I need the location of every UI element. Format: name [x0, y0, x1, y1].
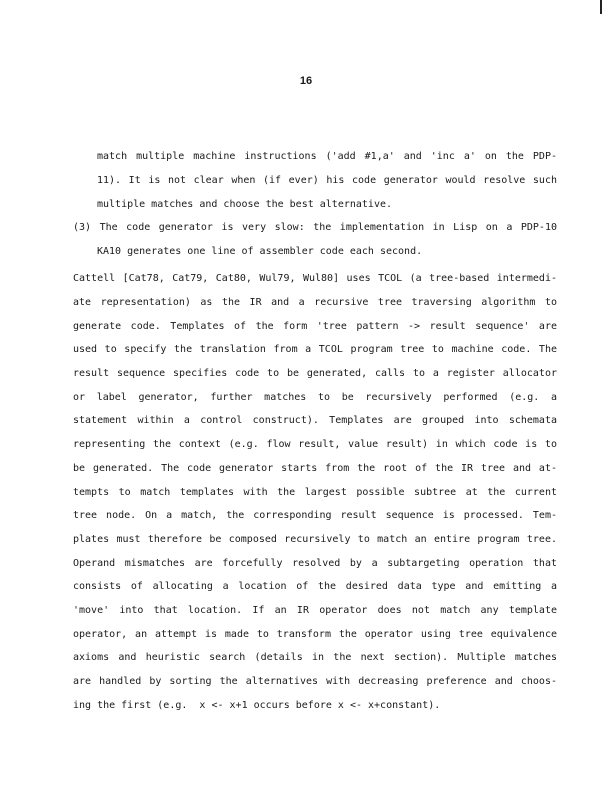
- text-line: 11). It is not clear when (if ever) his code generator would resolve such: [97, 175, 557, 186]
- text-line: operator, an attempt is made to transform the operator using tree equivalence: [73, 629, 557, 640]
- text-line: axioms and heuristic search (details in the next section). Multiple matches: [73, 652, 557, 663]
- text-line: or label generator, further matches to be recursively performed (e.g. a: [73, 392, 557, 403]
- text-line: Cattell [Cat78, Cat79, Cat80, Wul79, Wul80] uses TCOL (a tree-based intermedi-: [73, 273, 557, 284]
- text-line: tempts to match templates with the largest possible subtree at the current: [73, 487, 557, 498]
- text-line: ing the first (e.g. x <- x+1 occurs before x <- x+constant).: [73, 700, 441, 711]
- text-line: multiple matches and choose the best alternative.: [97, 199, 393, 210]
- text-line: result sequence specifies code to be generated, calls to a register allocator: [73, 368, 557, 379]
- page-number: 16: [299, 75, 313, 87]
- scan-mark: [600, 0, 602, 14]
- text-line: used to specify the translation from a TCOL program tree to machine code. The: [73, 344, 557, 355]
- text-line: be generated. The code generator starts from the root of the IR tree and at-: [73, 463, 557, 474]
- text-line: match multiple machine instructions ('add #1,a' and 'inc a' on the PDP-: [97, 151, 557, 162]
- text-line: ate representation) as the IR and a recursive tree traversing algorithm to: [73, 297, 557, 308]
- text-line: KA10 generates one line of assembler code each second.: [97, 246, 423, 257]
- text-line: representing the context (e.g. flow result, value result) in which code is to: [73, 439, 557, 450]
- text-line: consists of allocating a location of the desired data type and emitting a: [73, 581, 557, 592]
- text-line: statement within a control construct). Templates are grouped into schemata: [73, 415, 557, 426]
- text-line: plates must therefore be composed recursively to match an entire program tree.: [73, 534, 557, 545]
- text-line: generate code. Templates of the form 'tree pattern -> result sequence' are: [73, 321, 557, 332]
- text-line: (3) The code generator is very slow: the implementation in Lisp on a PDP-10: [73, 222, 557, 233]
- text-line: are handled by sorting the alternatives with decreasing preference and choos-: [73, 676, 557, 687]
- text-line: tree node. On a match, the corresponding result sequence is processed. Tem-: [73, 510, 557, 521]
- text-line: Operand mismatches are forcefully resolved by a subtargeting operation that: [73, 558, 557, 569]
- text-line: 'move' into that location. If an IR operator does not match any template: [73, 605, 557, 616]
